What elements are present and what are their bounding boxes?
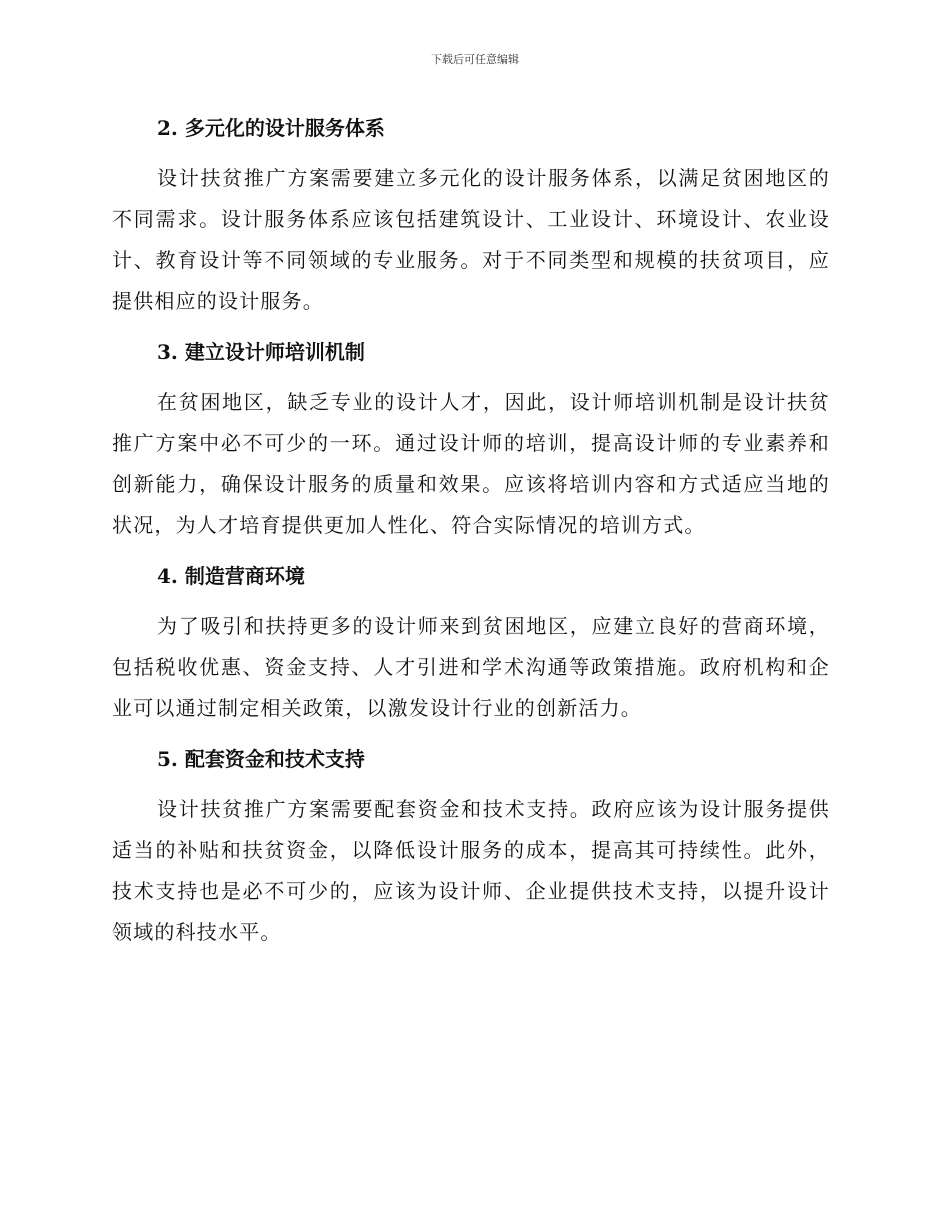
- section-4: [112, 556, 830, 729]
- section-5: [112, 739, 830, 953]
- section-paragraph: 为了吸引和扶持更多的设计师来到贫困地区，应建立良好的营商环境，包括税收优惠、资金支持、人才引进和学术沟通等政策措施。政府机构和企业可以通过制定相关政策，以激发设计行业的创新活力。: [112, 614, 830, 720]
- document-body: [112, 108, 830, 963]
- section-2: [112, 108, 830, 322]
- section-heading: 4. 制造营商环境: [157, 564, 305, 588]
- section-heading: 5. 配套资金和技术支持: [157, 747, 365, 771]
- section-heading: 2. 多元化的设计服务体系: [157, 116, 385, 140]
- section-paragraph: 设计扶贫推广方案需要配套资金和技术支持。政府应该为设计服务提供适当的补贴和扶贫资金，以降低设计服务的成本，提高其可持续性。此外，技术支持也是必不可少的，应该为设计师、企业提供技术支持，以提升设计领域的科技水平。: [112, 797, 830, 944]
- section-paragraph: 设计扶贫推广方案需要建立多元化的设计服务体系，以满足贫困地区的不同需求。设计服务体系应该包括建筑设计、工业设计、环境设计、农业设计、教育设计等不同领域的专业服务。对于不同类型和规模的扶贫项目，应提供相应的设计服务。: [112, 166, 830, 313]
- section-paragraph: 在贫困地区，缺乏专业的设计人才，因此，设计师培训机制是设计扶贫推广方案中必不可少的一环。通过设计师的培训，提高设计师的专业素养和创新能力，确保设计服务的质量和效果。应该将培训内容和方式适应当地的状况，为人才培育提供更加人性化、符合实际情况的培训方式。: [112, 390, 830, 537]
- section-heading: 3. 建立设计师培训机制: [157, 340, 365, 364]
- section-3: [112, 332, 830, 546]
- page-header: 下载后可任意编辑: [431, 53, 519, 66]
